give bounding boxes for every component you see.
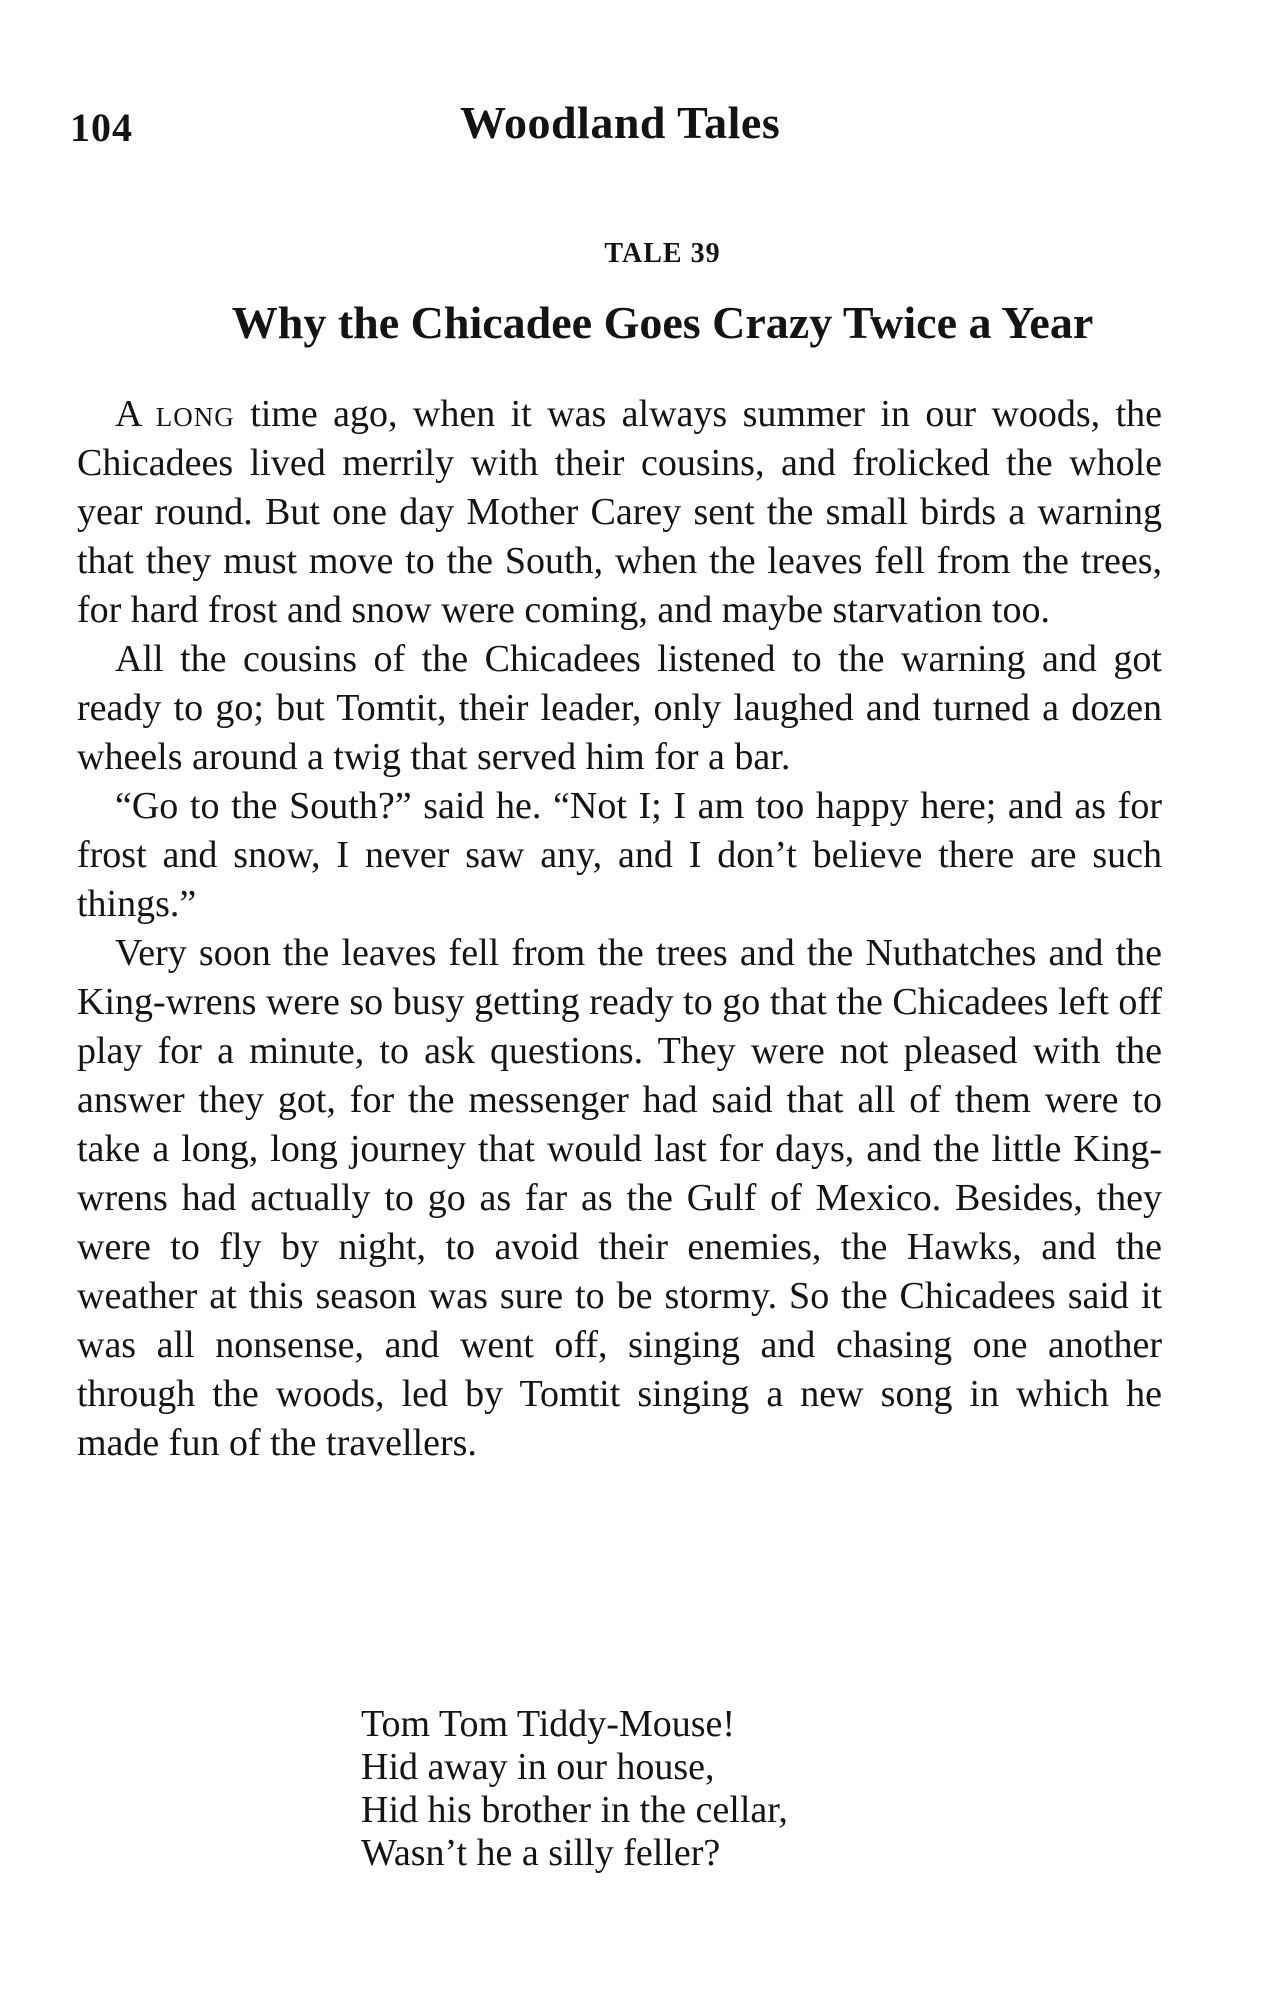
verse-line-1: Tom Tom Tiddy-Mouse! (361, 1703, 736, 1745)
paragraph-1 (77, 390, 1162, 635)
verse-line-3: Hid his brother in the cellar, (361, 1789, 788, 1831)
paragraph-1-smallcaps: long (155, 393, 235, 435)
page-number: 104 (70, 105, 133, 150)
tale-number: TALE 39 (604, 238, 721, 269)
paragraph-3: “Go to the South?” said he. “Not I; I am too happy here; and as for frost and snow, I never saw any, and I don’t believe there are such things.” (77, 785, 1162, 925)
paragraph-2: All the cousins of the Chicadees listened to the warning and got ready to go; but Tomtit, their leader, only laughed and turned a dozen wheels around a twig that served him for a bar. (77, 638, 1162, 778)
paragraph-1-text: time ago, when it was always summer in our woods, the Chicadees lived merrily with their cousins, and frolicked the whole year round. But one day Mother Carey sent the small birds a warning that they must move to the South, when the leaves fell from the trees, for hard frost and snow were coming, and maybe starvation too. (77, 393, 1163, 631)
verse-line-2: Hid away in our house, (361, 1746, 715, 1788)
book-title: Woodland Tales (460, 97, 781, 148)
paragraph-4: Very soon the leaves fell from the trees and the Nuthatches and the King-wrens were so busy getting ready to go that the Chicadees left off play for a minute, to ask questions. They were not pleased with the answer they got, for the messenger had said that all of them were to take a long, long journey that would last for days, and the little King-wrens had actually to go as far as the Gulf of Mexico. Besides, they were to fly by night, to avoid their enemies, the Hawks, and the weather at this season was sure to be stormy. So the Chicadees said it was all nonsense, and went off, singing and chasing one another through the woods, led by Tomtit singing a new song in which he made fun of the travellers. (77, 932, 1162, 1464)
story-body (77, 390, 1162, 1468)
chapter-title: Why the Chicadee Goes Crazy Twice a Year (231, 297, 1094, 348)
verse-line-4: Wasn’t he a silly feller? (361, 1832, 721, 1874)
paragraph-1-initial: A (115, 393, 141, 435)
running-head (70, 96, 1170, 156)
verse-block (361, 1703, 1061, 1875)
